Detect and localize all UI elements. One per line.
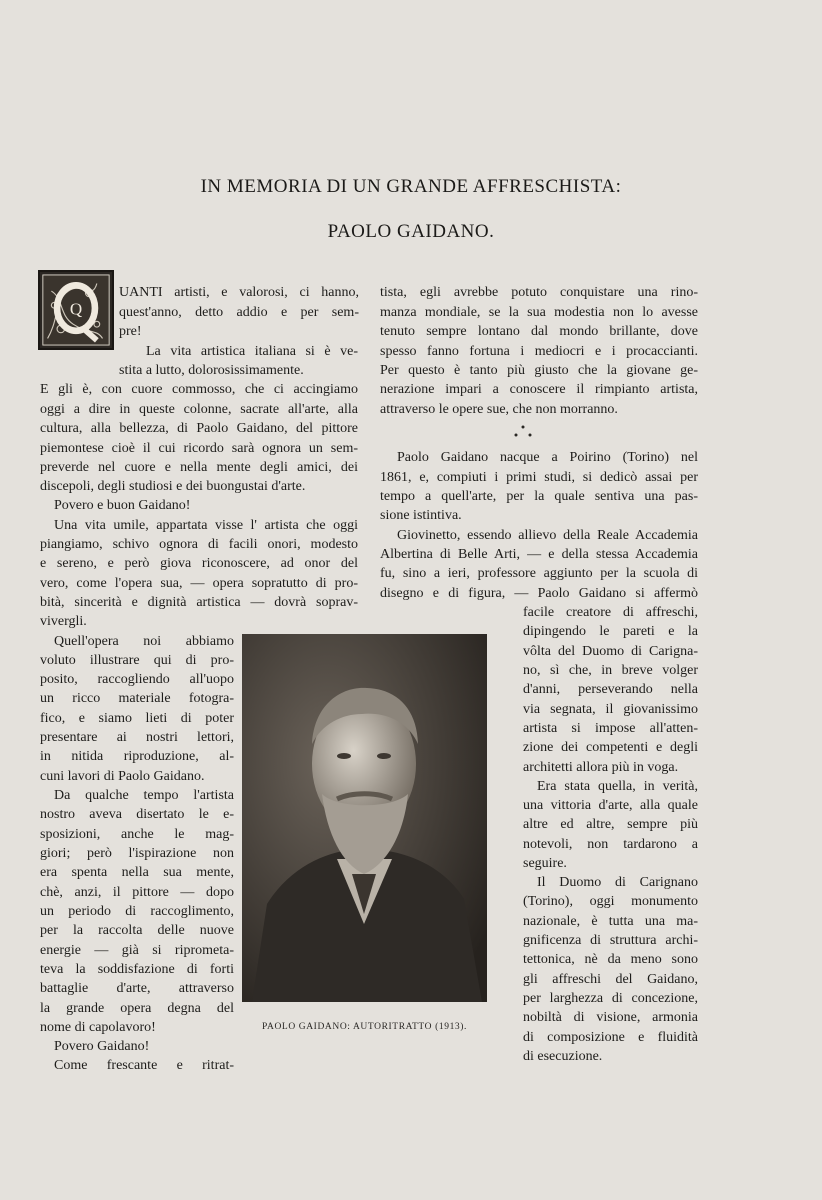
- text-line: E gli è, con cuore commosso, che ci accingiamo: [40, 382, 358, 397]
- text-line: seguire.: [523, 856, 567, 871]
- text-line: Era stata quella, in verità,: [537, 779, 698, 794]
- text-line: dipingendo le pareti e la: [523, 624, 698, 639]
- text-line: Povero e buon Gaidano!: [54, 498, 191, 513]
- text-line: oggi a dire in queste colonne, sacrate all'arte, alla: [40, 402, 358, 417]
- text-line: preverde nel cuore e nella mente degli amici, dei: [40, 460, 358, 475]
- text-line: in nitida riproduzione, al-: [40, 749, 234, 764]
- text-line: Povero Gaidano!: [54, 1039, 150, 1054]
- text-line: Giovinetto, essendo allievo della Reale Accademia: [397, 528, 698, 543]
- text-line: Per questo è tanto più giusto che la giovane ge-: [380, 363, 698, 378]
- decorated-initial: [38, 270, 114, 350]
- article-subtitle: PAOLO GAIDANO.: [327, 221, 495, 242]
- text-line: tettonica, nè da meno sono: [523, 952, 698, 967]
- text-line: pre!: [119, 324, 142, 339]
- text-line: La vita artistica italiana si è ve-: [146, 344, 358, 359]
- text-line: Da qualche tempo l'artista: [54, 788, 234, 803]
- text-line: era spenta nella sua mente,: [40, 865, 234, 880]
- text-line: una vittoria d'arte, alla quale: [523, 798, 698, 813]
- text-line: cuni lavori di Paolo Gaidano.: [40, 769, 205, 784]
- text-line: altre ed altre, sempre più: [523, 817, 698, 832]
- article-title: IN MEMORIA DI UN GRANDE AFFRESCHISTA:: [200, 176, 622, 197]
- text-line: nostro aveva disertato le e-: [40, 807, 234, 822]
- text-line: d'anni, perseverando nella: [523, 682, 698, 697]
- text-line: fico, e siamo lieti di poter: [40, 711, 234, 726]
- text-line: per larghezza di concezione,: [523, 991, 698, 1006]
- text-line: gli affreschi del Gaidano,: [523, 972, 698, 987]
- text-line: stita a lutto, dolorosissimamente.: [119, 363, 304, 378]
- text-line: attraverso le opere sue, che non morranno.: [380, 402, 618, 417]
- text-line: disegno e di figura, — Paolo Gaidano si affermò: [380, 586, 698, 601]
- text-line: nazionale, è tutta una ma-: [523, 914, 698, 929]
- text-line: via segnata, il giovanissimo: [523, 702, 698, 717]
- text-line: Albertina di Belle Arti, — e della stessa Accademia: [380, 547, 698, 562]
- text-line: gnificenza di struttura archi-: [523, 933, 698, 948]
- text-line: tempo a quell'arte, per la quale sentiva una pas-: [380, 489, 698, 504]
- text-line: discepoli, degli studiosi e dei buongustai d'arte.: [40, 479, 306, 494]
- text-line: zione dei competenti e degli: [523, 740, 698, 755]
- text-line: vero, come l'opera sua, — opera sopratutto di pro-: [40, 576, 358, 591]
- text-line: la grande opera degna del: [40, 1001, 234, 1016]
- text-line: battaglie d'arte, attraverso: [40, 981, 234, 996]
- text-line: tista, egli avrebbe potuto conquistare una rino-: [380, 285, 698, 300]
- text-line: notevoli, non tardarono a: [523, 837, 698, 852]
- text-line: un ricco materiale fotogra-: [40, 691, 234, 706]
- text-line: Il Duomo di Carignano: [537, 875, 698, 890]
- text-line: piangiamo, schivo ognora di facili onori, modesto: [40, 537, 358, 552]
- text-line: chè, anzi, il pittore — dopo: [40, 885, 234, 900]
- text-line: vôlta del Duomo di Carigna-: [523, 644, 698, 659]
- text-line: artista si impose all'atten-: [523, 721, 698, 736]
- text-line: Quell'opera noi abbiamo: [54, 634, 234, 649]
- text-line: teva la soddisfazione di forti: [40, 962, 234, 977]
- text-line: quest'anno, detto addio e per sem-: [119, 305, 359, 320]
- text-line: Una vita umile, appartata visse l' artista che oggi: [54, 518, 358, 533]
- text-line: (Torino), oggi monumento: [523, 894, 698, 909]
- text-line: piemontese cioè il cui ricordo sarà ognora un sem-: [40, 441, 358, 456]
- text-line: e sereno, e però giova riconoscere, ad onor del: [40, 556, 358, 571]
- text-line: di composizione e fluidità: [523, 1030, 698, 1045]
- text-line: nerazione impari a conoscere il rimpianto artista,: [380, 382, 698, 397]
- text-line: architetti allora più in voga.: [523, 760, 679, 775]
- portrait-photo: [242, 634, 487, 1002]
- text-line: un periodo di raccoglimento,: [40, 904, 234, 919]
- text-line: voluto illustrare qui di pro-: [40, 653, 234, 668]
- text-line: Come frescante e ritrat-: [54, 1058, 234, 1073]
- floral-initial-icon: [40, 272, 112, 348]
- text-line: fu, sino a ieri, professore aggiunto per la scuola di: [380, 566, 698, 581]
- portrait-image: [242, 634, 487, 1002]
- text-line: giori; però l'ispirazione non: [40, 846, 234, 861]
- text-line: no, sì che, in breve volger: [523, 663, 698, 678]
- text-line: sposizioni, anche le mag-: [40, 827, 234, 842]
- text-line: nobiltà di visione, armonia: [523, 1010, 698, 1025]
- text-line: cultura, alla bellezza, di Paolo Gaidano, del pittore: [40, 421, 358, 436]
- text-line: tenuto sempre lontano dal mondo brillante, dove: [380, 324, 698, 339]
- text-line: Paolo Gaidano nacque a Poirino (Torino) nel: [397, 450, 698, 465]
- text-line: manza mondiale, se la sua modestia non lo avesse: [380, 305, 698, 320]
- text-line: per la raccolta delle nuove: [40, 923, 234, 938]
- text-line: bità, sincerità e dignità artistica — dovrà soprav-: [40, 595, 358, 610]
- text-line: 1861, e, compiuti i primi studi, si dedicò assai per: [380, 470, 698, 485]
- text-line: posito, raccogliendo all'uopo: [40, 672, 234, 687]
- text-line: di esecuzione.: [523, 1049, 603, 1064]
- text-line: spesso fanno fortuna i mediocri e i procaccianti.: [380, 344, 698, 359]
- text-line: UANTI artisti, e valorosi, ci hanno,: [119, 285, 359, 300]
- text-line: sione istintiva.: [380, 508, 462, 523]
- text-line: nome di capolavoro!: [40, 1020, 156, 1035]
- svg-text:Q: Q: [69, 299, 83, 319]
- text-line: vivergli.: [40, 614, 87, 629]
- text-line: presentare ai nostri lettori,: [40, 730, 234, 745]
- photo-caption: PAOLO GAIDANO: AUTORITRATTO (1913).: [261, 1022, 468, 1032]
- text-line: facile creatore di affreschi,: [523, 605, 698, 620]
- asterism-ornament-icon: [508, 422, 538, 442]
- text-line: energie — già si riprometa-: [40, 943, 234, 958]
